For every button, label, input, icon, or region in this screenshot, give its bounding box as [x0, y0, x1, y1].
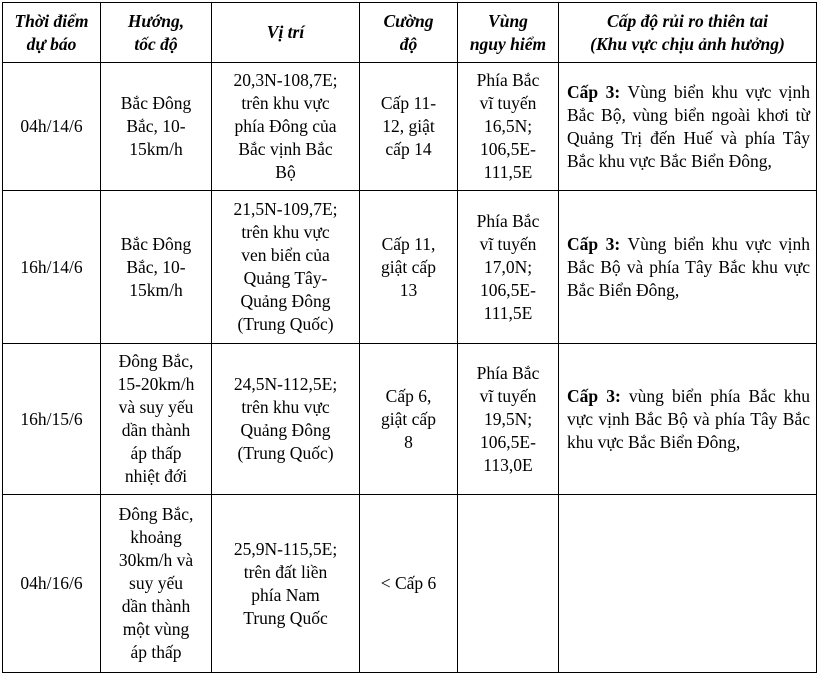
cell-danger-zone: Phía Bắc vĩ tuyến 17,0N; 106,5E- 111,5E — [458, 191, 559, 344]
table-row — [3, 344, 817, 495]
cell-intensity: Cấp 11, giật cấp 13 — [360, 191, 458, 344]
cell-direction-speed: Đông Bắc, 15-20km/h và suy yếu dần thành áp thấp nhiệt đới — [101, 344, 212, 495]
header-danger-zone: Vùng nguy hiểm — [458, 3, 559, 63]
forecast-table — [2, 2, 817, 673]
cell-forecast-time: 16h/15/6 — [3, 344, 101, 495]
header-forecast-time: Thời điểm dự báo — [3, 3, 101, 63]
cell-direction-speed: Bắc Đông Bắc, 10- 15km/h — [101, 63, 212, 191]
cell-forecast-time: 04h/14/6 — [3, 63, 101, 191]
table-row — [3, 63, 817, 191]
cell-position: 24,5N-112,5E; trên khu vực Quảng Đông (Trung Quốc) — [212, 344, 360, 495]
cell-forecast-time: 04h/16/6 — [3, 495, 101, 673]
cell-danger-zone — [458, 495, 559, 673]
cell-risk-level: Cấp 3: Vùng biển khu vực vịnh Bắc Bộ, vùng biển ngoài khơi từ Quảng Trị đến Huế và phía Tây Bắc khu vực Bắc Biển Đông, — [559, 63, 817, 191]
table-row — [3, 495, 817, 673]
cell-intensity: Cấp 11- 12, giật cấp 14 — [360, 63, 458, 191]
header-row — [3, 3, 817, 63]
table-row — [3, 191, 817, 344]
cell-position: 25,9N-115,5E; trên đất liền phía Nam Trung Quốc — [212, 495, 360, 673]
cell-forecast-time: 16h/14/6 — [3, 191, 101, 344]
header-position: Vị trí — [212, 3, 360, 63]
cell-risk-level: Cấp 3: vùng biển phía Bắc khu vực vịnh Bắc Bộ và phía Tây Bắc khu vực Bắc Biển Đông, — [559, 344, 817, 495]
cell-risk-level — [559, 495, 817, 673]
cell-intensity: < Cấp 6 — [360, 495, 458, 673]
cell-danger-zone: Phía Bắc vĩ tuyến 19,5N; 106,5E- 113,0E — [458, 344, 559, 495]
cell-intensity: Cấp 6, giật cấp 8 — [360, 344, 458, 495]
header-risk-level: Cấp độ rủi ro thiên tai (Khu vực chịu ảnh hưởng) — [559, 3, 817, 63]
cell-direction-speed: Đông Bắc, khoảng 30km/h và suy yếu dần thành một vùng áp thấp — [101, 495, 212, 673]
cell-danger-zone: Phía Bắc vĩ tuyến 16,5N; 106,5E- 111,5E — [458, 63, 559, 191]
cell-position: 21,5N-109,7E; trên khu vực ven biển của Quảng Tây- Quảng Đông (Trung Quốc) — [212, 191, 360, 344]
cell-position: 20,3N-108,7E; trên khu vực phía Đông của Bắc vịnh Bắc Bộ — [212, 63, 360, 191]
header-direction-speed: Hướng, tốc độ — [101, 3, 212, 63]
cell-direction-speed: Bắc Đông Bắc, 10- 15km/h — [101, 191, 212, 344]
cell-risk-level: Cấp 3: Vùng biển khu vực vịnh Bắc Bộ và phía Tây Bắc khu vực Bắc Biển Đông, — [559, 191, 817, 344]
header-intensity: Cường độ — [360, 3, 458, 63]
